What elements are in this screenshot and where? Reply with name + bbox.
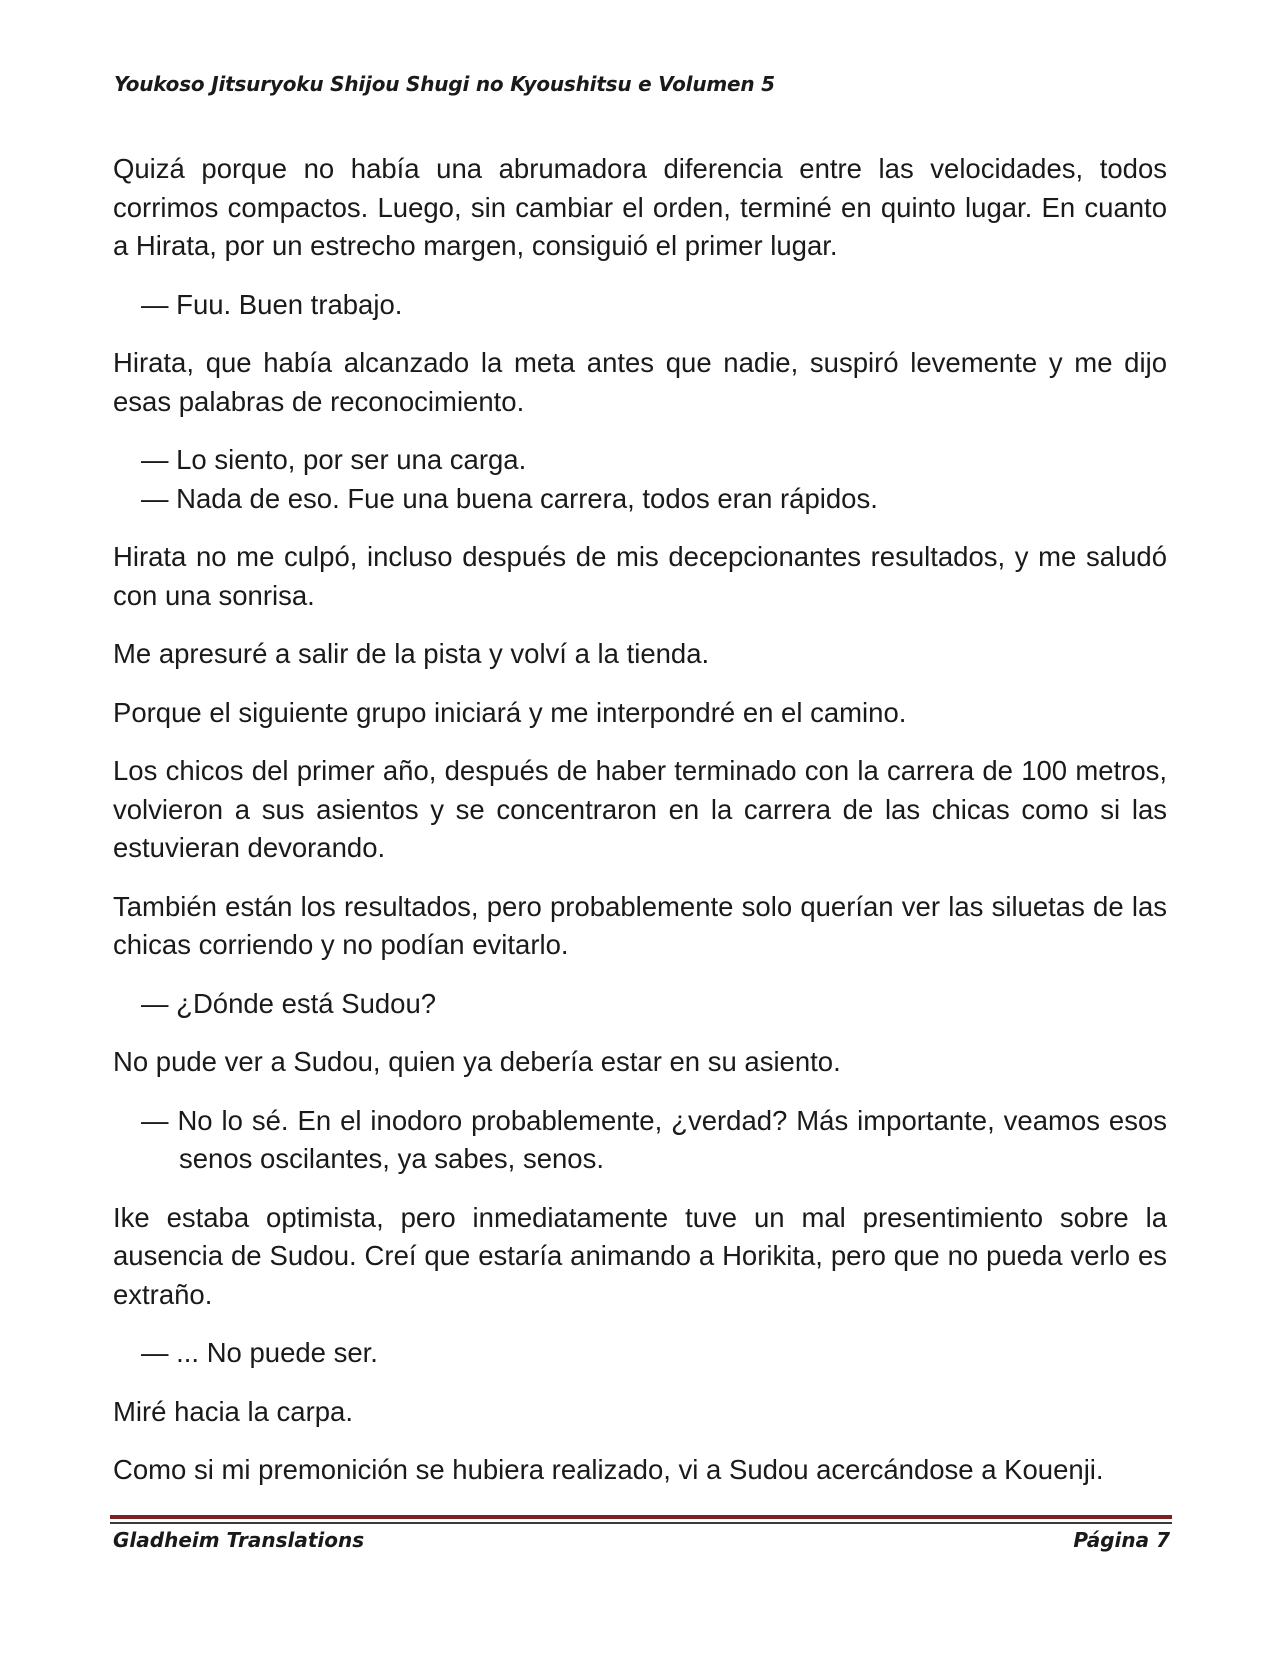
footer-translator: Gladheim Translations [113,1528,365,1552]
footer-page-number: Página 7 [1073,1528,1170,1552]
paragraph: Quizá porque no había una abrumadora diferencia entre las velocidades, todos corrimos compactos. Luego, sin cambiar el orden, terminé en quinto lugar. En cuanto a Hirata, por un estrecho margen, consiguió el primer lugar. [113,153,1167,261]
dialogue-group [113,985,1167,1024]
footer-rule-top [110,1515,1172,1519]
paragraph: Me apresuré a salir de la pista y volví a la tienda. [113,638,710,669]
paragraph: También están los resultados, pero probablemente solo querían ver las siluetas de las chicas corriendo y no podían evitarlo. [113,890,1167,960]
paragraph: Miré hacia la carpa. [113,1395,353,1427]
paragraph: Hirata, que había alcanzado la meta antes que nadie, suspiró levemente y me dijo esas palabras de reconocimiento. [113,347,1167,417]
dialogue-line: — ¿Dónde está Sudou? [141,987,437,1019]
paragraph: Hirata no me culpó, incluso después de mis decepcionantes resultados, y me saludó con una sonrisa. [113,541,1167,611]
paragraph: Porque el siguiente grupo iniciará y me interpondré en el camino. [113,696,907,728]
dialogue-line: — Fuu. Buen trabajo. [141,288,403,320]
paragraph: Los chicos del primer año, después de haber terminado con la carrera de 100 metros, volvieron a sus asientos y se concentraron en la carrera de las chicas como si las estuvieran devorando. [113,755,1167,863]
paragraph: Como si mi premonición se hubiera realizado, vi a Sudou acercándose a Kouenji. [113,1454,1104,1485]
footer-rule-bottom [110,1522,1172,1524]
paragraph: Ike estaba optimista, pero inmediatamente tuve un mal presentimiento sobre la ausencia de Sudou. Creí que estaría animando a Horikita, pero que no pueda verlo es extraño. [113,1201,1167,1310]
dialogue-line: — Lo siento, por ser una carga. [141,444,527,475]
dialogue-group [113,286,1167,325]
dialogue-group [113,1102,1167,1179]
header-title: Youkoso Jitsuryoku Shijou Shugi no Kyoushitsu e Volumen 5 [114,72,775,96]
dialogue-line: — Nada de eso. Fue una buena carrera, todos eran rápidos. [141,482,878,514]
dialogue-line: — No lo sé. En el inodoro probablemente, ¿verdad? Más importante, veamos esos senos oscilantes, ya sabes, senos. [141,1104,1167,1174]
dialogue-group [113,441,1167,518]
page-body [113,150,1167,1510]
dialogue-group [113,1334,1167,1373]
dialogue-line: — ... No puede ser. [141,1337,378,1368]
paragraph: No pude ver a Sudou, quien ya debería estar en su asiento. [113,1046,841,1077]
